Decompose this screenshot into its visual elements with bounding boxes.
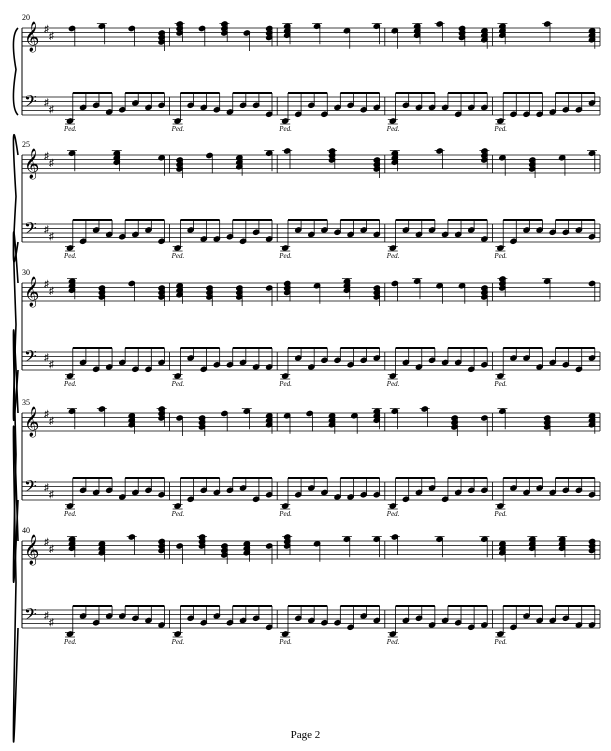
sharp-icon: ♯ xyxy=(49,285,54,297)
pedal-marking: Ped. xyxy=(386,510,400,518)
measure-number: 30 xyxy=(22,268,30,277)
treble-clef-icon: 𝄞 xyxy=(24,277,40,306)
treble-clef-icon: 𝄞 xyxy=(24,407,40,436)
bass-clef-icon: 𝄢 xyxy=(24,93,37,115)
treble-clef-icon: 𝄞 xyxy=(24,535,40,564)
sharp-icon: ♯ xyxy=(44,24,49,35)
sharp-icon: ♯ xyxy=(44,151,49,162)
pedal-marking: Ped. xyxy=(171,638,185,646)
sharp-icon: ♯ xyxy=(49,489,54,501)
pedal-marking: Ped. xyxy=(64,125,77,133)
pedal-marking: Ped. xyxy=(494,252,508,260)
sharp-icon: ♯ xyxy=(44,352,49,364)
pedal-marking: Ped. xyxy=(171,125,185,133)
sharp-icon: ♯ xyxy=(49,104,54,116)
bass-clef-icon: 𝄢 xyxy=(24,220,37,242)
pedal-marking: Ped. xyxy=(279,125,292,133)
pedal-marking: Ped. xyxy=(279,510,292,518)
sharp-icon: ♯ xyxy=(49,157,54,169)
sharp-icon: ♯ xyxy=(49,415,54,427)
pedal-marking: Ped. xyxy=(279,638,292,646)
sharp-icon: ♯ xyxy=(44,224,49,236)
measure-number: 35 xyxy=(22,398,30,407)
pedal-marking: Ped. xyxy=(386,638,400,646)
sharp-icon: ♯ xyxy=(44,97,49,109)
pedal-marking: Ped. xyxy=(171,510,185,518)
pedal-marking: Ped. xyxy=(64,638,77,646)
bass-clef-icon: 𝄢 xyxy=(24,606,37,628)
system-30 xyxy=(13,232,600,420)
pedal-marking: Ped. xyxy=(171,252,185,260)
sharp-icon: ♯ xyxy=(49,30,54,42)
page-number: Page 2 xyxy=(290,729,321,741)
pedal-marking: Ped. xyxy=(279,252,292,260)
sharp-icon: ♯ xyxy=(44,610,49,622)
sharp-icon: ♯ xyxy=(49,231,54,243)
sharp-icon: ♯ xyxy=(44,409,49,420)
pedal-marking: Ped. xyxy=(64,252,77,260)
bass-clef-icon: 𝄢 xyxy=(24,348,37,370)
measure-number: 40 xyxy=(22,526,30,535)
sharp-icon: ♯ xyxy=(44,537,49,548)
sharp-icon: ♯ xyxy=(49,617,54,629)
treble-clef-icon: 𝄞 xyxy=(24,22,40,51)
brace xyxy=(13,28,18,115)
sharp-icon: ♯ xyxy=(44,482,49,494)
brace xyxy=(13,426,18,742)
sharp-icon: ♯ xyxy=(49,359,54,371)
pedal-marking: Ped. xyxy=(386,380,400,388)
sharp-icon: ♯ xyxy=(44,279,49,290)
sharp-icon: ♯ xyxy=(49,543,54,555)
measure-number: 25 xyxy=(22,140,30,149)
pedal-marking: Ped. xyxy=(64,510,77,518)
pedal-marking: Ped. xyxy=(494,380,508,388)
pedal-marking: Ped. xyxy=(279,380,292,388)
pedal-marking: Ped. xyxy=(386,252,400,260)
pedal-marking: Ped. xyxy=(171,380,185,388)
system-25 xyxy=(13,135,600,262)
system-20 xyxy=(13,13,600,133)
system-40 xyxy=(13,426,600,742)
pedal-marking: Ped. xyxy=(494,125,508,133)
treble-clef-icon: 𝄞 xyxy=(24,149,40,178)
measure-number: 20 xyxy=(22,13,30,22)
bass-clef-icon: 𝄢 xyxy=(24,478,37,500)
pedal-marking: Ped. xyxy=(386,125,400,133)
pedal-marking: Ped. xyxy=(494,638,508,646)
pedal-marking: Ped. xyxy=(64,380,77,388)
pedal-marking: Ped. xyxy=(494,510,508,518)
